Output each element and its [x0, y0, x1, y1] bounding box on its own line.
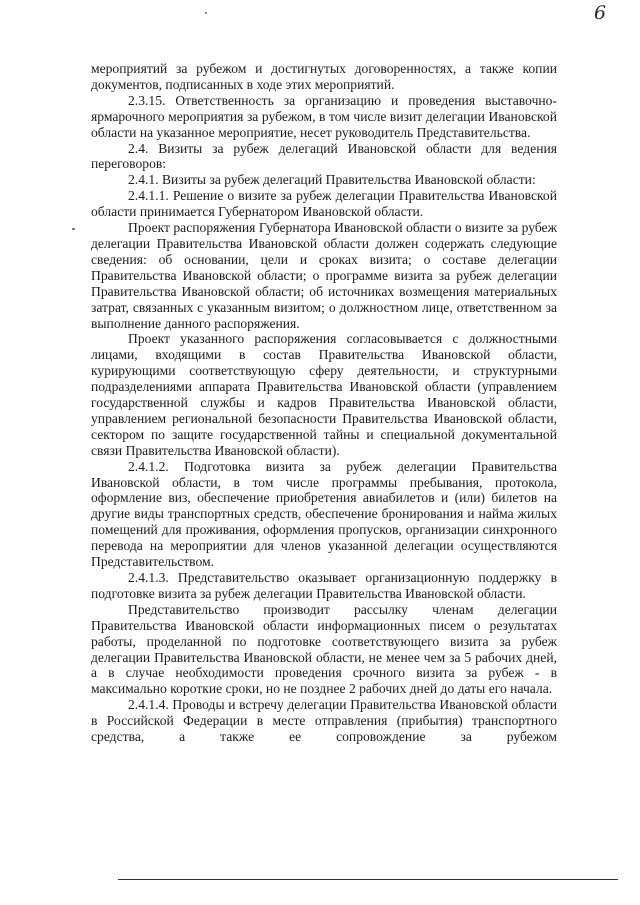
scan-speck: [72, 228, 75, 230]
paragraph-2-3-15: 2.3.15. Ответственность за организацию и проведения выставочно-ярмарочного мероприятия за рубежом, в том числе визит делегации Ивановской области на указанное мероприятие, несет руководитель Представительства.: [91, 92, 557, 140]
bottom-rule: [118, 879, 618, 880]
paragraph-approval: Проект указанного распоряжения согласовывается с должностными лицами, входящими в состав Правительства Ивановской области, курирующими соответствующую сферу деятельности, и структурными подразделениями аппарата Правительства Ивановской области (управлением государственной службы и кадров Правительства Ивановской области, управлением региональной безопасности Правительства Ивановской области, сектором по защите государственной тайны и специальной документальной связи Правительства Ивановской области).: [91, 331, 557, 458]
paragraph-2-4-1-1: 2.4.1.1. Решение о визите за рубеж делегации Правительства Ивановской области принимается Губернатором Ивановской области.: [91, 188, 557, 220]
paragraph-2-4-1-4: 2.4.1.4. Проводы и встречу делегации Правительства Ивановской области в Российской Федерации в месте отправления (прибытия) транспортного средства, а также ее сопровождение за рубежом: [91, 697, 557, 745]
paragraph-2-4-1-2: 2.4.1.2. Подготовка визита за рубеж делегации Правительства Ивановской области, в том числе программы пребывания, протокола, оформление виз, обеспечение приобретения авиабилетов и (или) билетов на другие виды транспортных средств, обеспечение бронирования и найма жилых помещений для проживания, оформления пропусков, организации синхронного перевода на мероприятии для членов указанной делегации осуществляются Представительством.: [91, 458, 557, 570]
paragraph-representation-letters: Представительство производит рассылку членам делегации Правительства Ивановской области информационных писем о результатах работы, проделанной по подготовке соответствующего визита за рубеж делегации Правительства Ивановской области, не менее чем за 5 рабочих дней, а в случае необходимости проведения срочного визита за рубеж - в максимально короткие сроки, но не позднее 2 рабочих дней до даты его начала.: [91, 601, 557, 697]
paragraph-2-4-1: 2.4.1. Визиты за рубеж делегаций Правительства Ивановской области:: [128, 172, 536, 188]
paragraph-2-4-1-3: 2.4.1.3. Представительство оказывает организационную поддержку в подготовке визита за рубеж делегации Правительства Ивановской области.: [91, 570, 557, 601]
page-number: 6: [594, 2, 607, 24]
paragraph-draft-order: Проект распоряжения Губернатора Ивановской области о визите за рубеж делегации Правительства Ивановской области должен содержать следующие сведения: об основании, цели и сроках визита; о составе делегации Правительства Ивановской области; о программе визита за рубеж делегации Правительства Ивановской области; об источниках возмещения материальных затрат, связанных с указанным визитом; о должностном лице, ответственном за выполнение данного распоряжения.: [91, 220, 557, 331]
scan-speck: [205, 12, 207, 14]
paragraph-2-4: 2.4. Визиты за рубеж делегаций Ивановской области для ведения переговоров:: [91, 140, 557, 172]
paragraph-continuation: мероприятий за рубежом и достигнутых договоренностях, а также копии документов, подписанных в ходе этих мероприятий.: [91, 61, 557, 92]
document-body: [91, 61, 557, 745]
